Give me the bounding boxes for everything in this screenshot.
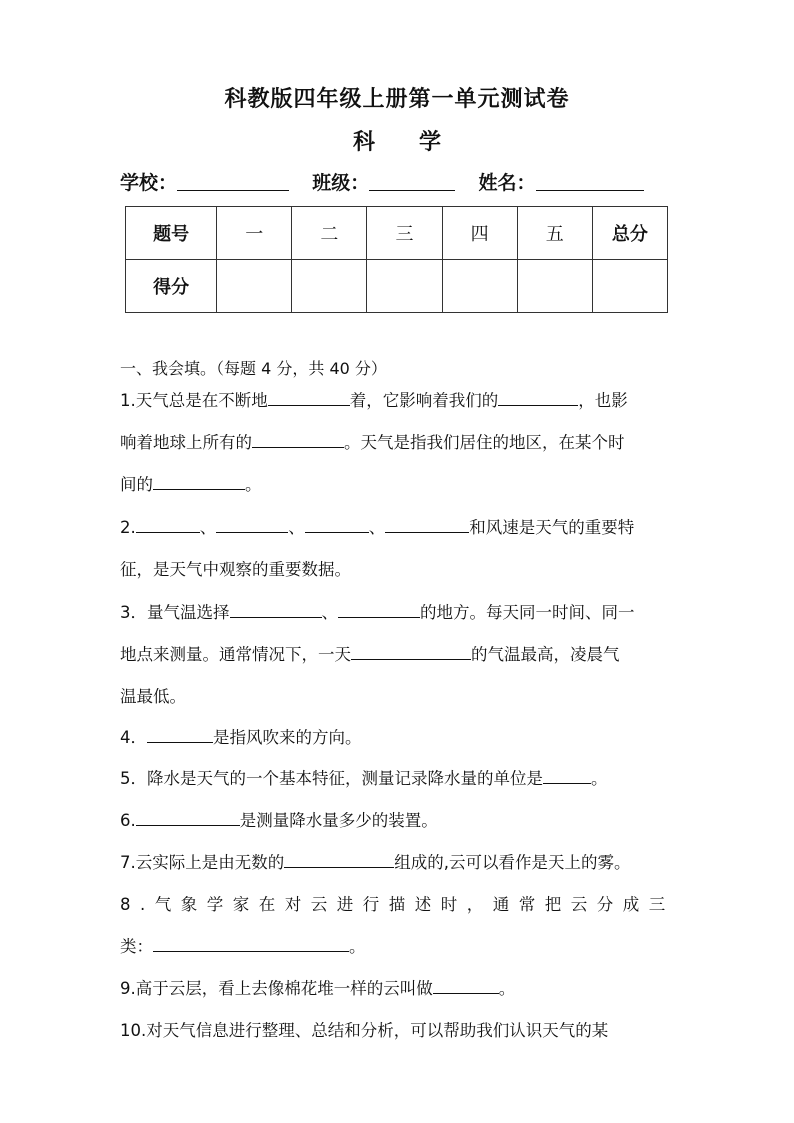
question-text: 。	[349, 937, 366, 956]
answer-blank[interactable]	[351, 643, 471, 660]
answer-blank[interactable]	[284, 851, 394, 868]
question-8-line-1	[120, 884, 676, 926]
question-1-line-1	[120, 380, 676, 422]
answer-blank[interactable]	[216, 516, 288, 533]
question-text: 的气温最高，凌晨气	[471, 645, 620, 664]
answer-blank[interactable]	[153, 935, 349, 952]
answer-blank[interactable]	[147, 726, 213, 743]
name-blank[interactable]	[536, 172, 644, 191]
question-text: 。	[591, 769, 608, 788]
question-text: 。	[245, 475, 262, 494]
question-text: 是指风吹来的方向。	[213, 728, 362, 747]
question-text: 是测量降水量多少的装置。	[239, 811, 438, 830]
question-text: 7.云实际上是由无数的	[120, 853, 285, 872]
question-text: 、	[288, 518, 305, 537]
question-text: 、	[199, 518, 217, 537]
question-4	[120, 717, 676, 759]
question-1-line-2	[120, 422, 676, 464]
question-3-line-1	[120, 592, 676, 634]
section-heading: 一、我会填。（每题 4 分，共 40 分）	[120, 359, 387, 378]
school-blank[interactable]	[177, 172, 289, 191]
question-text: 着，它影响着我们的	[349, 391, 499, 410]
answer-blank[interactable]	[230, 601, 322, 618]
score-input-cell[interactable]	[217, 260, 292, 313]
question-text: 。	[498, 979, 516, 998]
question-1-line-3	[120, 464, 676, 506]
question-7	[120, 842, 676, 884]
answer-blank[interactable]	[252, 431, 344, 448]
question-text: 4．	[120, 728, 147, 747]
question-text: 的地方。每天同一时间、同一	[420, 603, 635, 622]
question-5	[120, 758, 676, 800]
question-text: 和风速是天气的重要特	[469, 518, 635, 537]
question-text: 3．量气温选择	[120, 603, 230, 622]
question-2-line-2	[120, 549, 676, 591]
question-3-line-2	[120, 634, 676, 676]
question-text: 9.高于云层，看上去像棉花堆一样的云叫做	[120, 979, 433, 998]
school-label: 学校：	[120, 172, 178, 194]
question-6	[120, 800, 676, 842]
score-table-cell: 四	[442, 207, 517, 260]
answer-blank[interactable]	[136, 809, 240, 826]
question-2-line-1	[120, 507, 676, 549]
answer-blank[interactable]	[433, 977, 499, 994]
answer-blank[interactable]	[305, 516, 369, 533]
score-table-score-row	[126, 260, 668, 313]
answer-blank[interactable]	[338, 601, 420, 618]
question-text: ，也影	[578, 391, 628, 410]
question-text: 响着地球上所有的	[120, 433, 252, 452]
answer-blank[interactable]	[153, 473, 245, 490]
question-8-line-2	[120, 926, 676, 968]
score-input-cell[interactable]	[592, 260, 667, 313]
score-input-cell[interactable]	[367, 260, 442, 313]
class-blank[interactable]	[369, 172, 455, 191]
question-text: 间的	[120, 475, 153, 494]
score-table-cell: 得分	[126, 260, 217, 313]
question-3-line-3	[120, 676, 676, 718]
student-info-line	[120, 168, 644, 195]
question-text: 温最低。	[120, 687, 186, 706]
question-text: 组成的,云可以看作是天上的雾。	[394, 853, 631, 872]
score-table-cell: 一	[217, 207, 292, 260]
question-text: 8.气象学家在对云进行描述时，通常把云分成三	[120, 895, 675, 914]
score-table-cell: 总分	[592, 207, 667, 260]
question-text: 6.	[120, 811, 136, 830]
question-10-line-1	[120, 1010, 676, 1052]
exam-title: 科教版四年级上册第一单元测试卷	[224, 86, 570, 112]
question-text: 征，是天气中观察的重要数据。	[120, 560, 351, 579]
question-text: 1.天气总是在不断地	[120, 391, 268, 410]
score-input-cell[interactable]	[292, 260, 367, 313]
class-label: 班级：	[312, 172, 370, 194]
question-text: 地点来测量。通常情况下，一天	[120, 645, 351, 664]
name-label: 姓名：	[478, 172, 536, 194]
score-table-cell: 二	[292, 207, 367, 260]
answer-blank[interactable]	[498, 389, 578, 406]
score-table-cell: 五	[517, 207, 592, 260]
score-table	[125, 206, 668, 313]
answer-blank[interactable]	[385, 516, 469, 533]
question-text: 类：	[120, 937, 153, 956]
question-text: 。天气是指我们居住的地区，在某个时	[344, 433, 625, 452]
question-text: 、	[321, 603, 338, 622]
score-table-header-row	[126, 207, 668, 260]
score-input-cell[interactable]	[442, 260, 517, 313]
answer-blank[interactable]	[136, 516, 200, 533]
subject-char-1: 科	[352, 129, 375, 155]
question-text: 10.对天气信息进行整理、总结和分析，可以帮助我们认识天气的某	[120, 1021, 609, 1040]
answer-blank[interactable]	[543, 767, 591, 784]
score-input-cell[interactable]	[517, 260, 592, 313]
score-table-cell: 三	[367, 207, 442, 260]
subject-char-2: 学	[419, 129, 442, 155]
question-text: 、	[368, 518, 386, 537]
question-text: 2.	[120, 518, 136, 537]
subject-heading	[0, 125, 794, 156]
question-9	[120, 968, 676, 1010]
answer-blank[interactable]	[268, 389, 350, 406]
question-text: 5．降水是天气的一个基本特征，测量记录降水量的单位是	[120, 769, 543, 788]
score-table-cell: 题号	[126, 207, 217, 260]
